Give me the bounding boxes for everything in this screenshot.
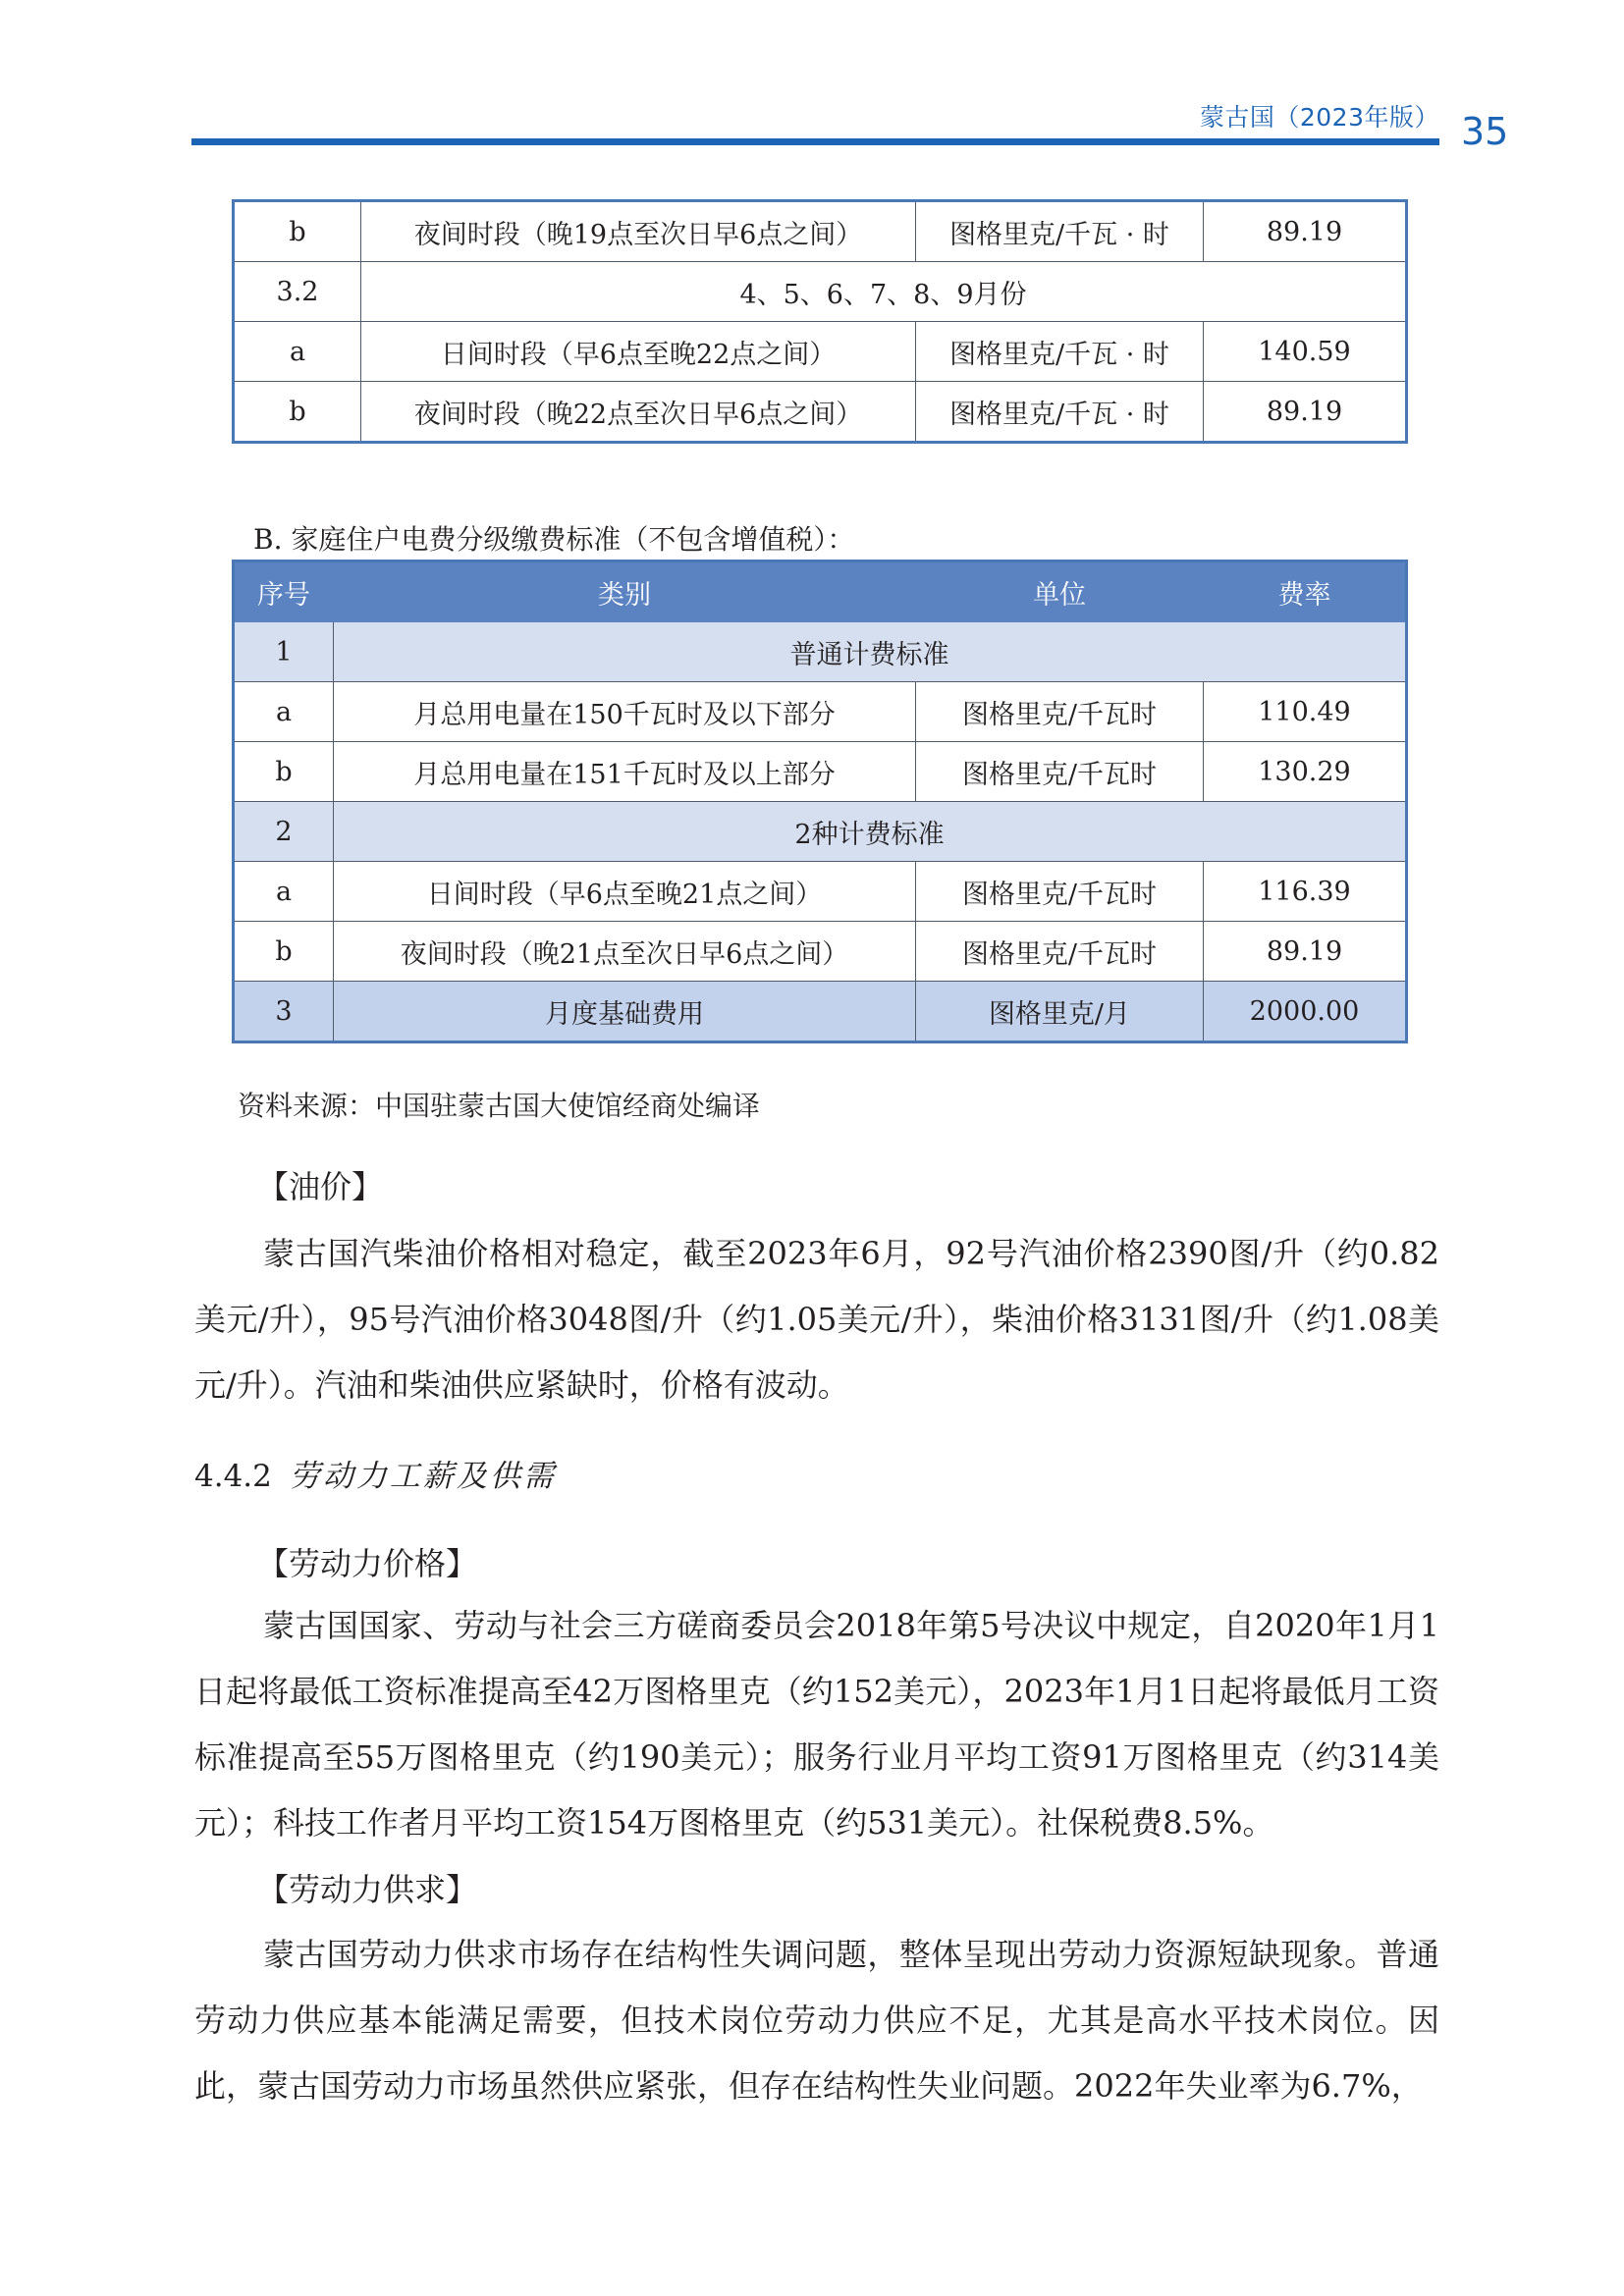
group-label: 普通计费标准 (334, 622, 1407, 682)
table-group-row (234, 262, 1407, 322)
section-heading (194, 1451, 557, 1495)
table-row (234, 201, 1407, 262)
row-category: 月总用电量在151千瓦时及以上部分 (334, 742, 916, 802)
row-number: 3 (234, 982, 334, 1042)
row-unit: 图格里克/千瓦 · 时 (916, 322, 1204, 382)
labor-price-paragraph: 蒙古国国家、劳动与社会三方磋商委员会2018年第5号决议中规定，自2020年1月1日起将最低工资标准提高至42万图格里克（约152美元），2023年1月1日起将最低月工资标准提高至55万图格里克（约190美元）；服务行业月平均工资91万图格里克（约314美元）；科技工作者月平均工资154万图格里克（约531美元）。社保税费8.5%。 (194, 1607, 1439, 1842)
row-unit: 图格里克/千瓦 · 时 (916, 201, 1204, 262)
header-rule (191, 138, 1439, 145)
row-rate: 116.39 (1204, 862, 1407, 922)
header-category: 类别 (334, 561, 916, 622)
row-number: 1 (234, 622, 334, 682)
row-number: a (234, 682, 334, 742)
table-row (234, 382, 1407, 443)
oil-price-paragraph: 蒙古国汽柴油价格相对稳定，截至2023年6月，92号汽油价格2390图/升（约0.82美元/升），95号汽油价格3048图/升（约1.05美元/升），柴油价格3131图/升（约1.08美元/升）。汽油和柴油供应紧缺时，价格有波动。 (194, 1235, 1439, 1404)
labor-supply-heading: 【劳动力供求】 (257, 1871, 478, 1908)
header-no: 序号 (234, 561, 334, 622)
row-unit: 图格里克/千瓦时 (916, 922, 1204, 982)
row-number: b (234, 201, 361, 262)
row-category: 月度基础费用 (334, 982, 916, 1042)
group-label: 2种计费标准 (334, 802, 1407, 862)
table-row (234, 682, 1407, 742)
row-number: b (234, 382, 361, 443)
row-number: b (234, 922, 334, 982)
header-unit: 单位 (916, 561, 1204, 622)
row-unit: 图格里克/千瓦时 (916, 862, 1204, 922)
row-number: b (234, 742, 334, 802)
row-rate: 89.19 (1204, 922, 1407, 982)
row-unit: 图格里克/千瓦 · 时 (916, 382, 1204, 443)
row-number: a (234, 862, 334, 922)
row-rate: 130.29 (1204, 742, 1407, 802)
row-category: 夜间时段（晚21点至次日早6点之间） (334, 922, 916, 982)
table-group-row (234, 802, 1407, 862)
group-label: 4、5、6、7、8、9月份 (361, 262, 1407, 322)
section-number: 4.4.2 (194, 1459, 272, 1494)
row-category: 日间时段（早6点至晚21点之间） (334, 862, 916, 922)
table-group-row (234, 622, 1407, 682)
row-category: 日间时段（早6点至晚22点之间） (361, 322, 916, 382)
labor-supply-paragraph: 蒙古国劳动力供求市场存在结构性失调问题，整体呈现出劳动力资源短缺现象。普通劳动力供应基本能满足需要，但技术岗位劳动力供应不足，尤其是高水平技术岗位。因此，蒙古国劳动力市场虽然供应紧张，但存在结构性失业问题。2022年失业率为6.7%， (194, 1936, 1439, 2105)
section-title: 劳动力工薪及供需 (289, 1459, 557, 1494)
row-category: 月总用电量在150千瓦时及以下部分 (334, 682, 916, 742)
row-rate: 89.19 (1204, 382, 1407, 443)
table-row (234, 742, 1407, 802)
row-number: 2 (234, 802, 334, 862)
header-rate: 费率 (1204, 561, 1407, 622)
row-rate: 89.19 (1204, 201, 1407, 262)
household-tariff-table (232, 560, 1408, 1043)
labor-price-heading: 【劳动力价格】 (257, 1545, 478, 1582)
row-category: 夜间时段（晚22点至次日早6点之间） (361, 382, 916, 443)
table-row (234, 862, 1407, 922)
row-unit: 图格里克/月 (916, 982, 1204, 1042)
row-unit: 图格里克/千瓦时 (916, 682, 1204, 742)
row-rate: 2000.00 (1204, 982, 1407, 1042)
tariff-table-continued (232, 199, 1408, 444)
page-number: 35 (1461, 110, 1509, 153)
row-rate: 110.49 (1204, 682, 1407, 742)
running-header-title: 蒙古国（2023年版） (1199, 103, 1439, 132)
row-category: 夜间时段（晚19点至次日早6点之间） (361, 201, 916, 262)
table-header-row (234, 561, 1407, 622)
table-row (234, 322, 1407, 382)
table-row (234, 982, 1407, 1042)
row-unit: 图格里克/千瓦时 (916, 742, 1204, 802)
table-row (234, 922, 1407, 982)
oil-price-heading: 【油价】 (257, 1168, 384, 1205)
row-rate: 140.59 (1204, 322, 1407, 382)
row-number: a (234, 322, 361, 382)
row-number: 3.2 (234, 262, 361, 322)
table-source-note: 资料来源：中国驻蒙古国大使馆经商处编译 (238, 1090, 761, 1122)
table-caption: B. 家庭住户电费分级缴费标准（不包含增值税）： (253, 523, 855, 556)
